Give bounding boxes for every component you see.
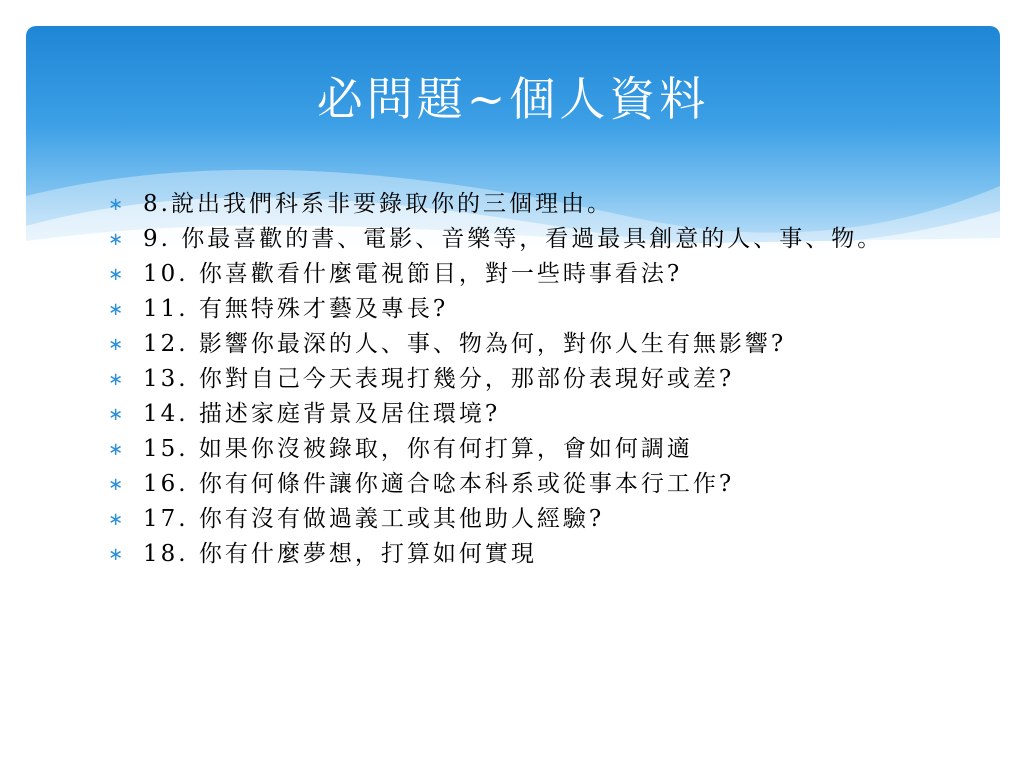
list-item-text: 17. 你有沒有做過義工或其他助人經驗? <box>143 506 605 532</box>
list-item <box>108 295 908 324</box>
bullet-icon: ∗ <box>108 334 124 355</box>
list-item <box>108 400 908 429</box>
bullet-icon: ∗ <box>108 474 124 495</box>
bullet-icon: ∗ <box>108 299 124 320</box>
bullet-icon: ∗ <box>108 404 124 425</box>
list-item-text: 12. 影響你最深的人、事、物為何，對你人生有無影響? <box>143 331 787 357</box>
list-item <box>108 435 908 464</box>
list-item-text: 16. 你有何條件讓你適合唸本科系或從事本行工作? <box>143 471 735 497</box>
list-item-text: 14. 描述家庭背景及居住環境? <box>143 401 501 427</box>
bullet-icon: ∗ <box>108 229 124 250</box>
bullet-icon: ∗ <box>108 264 124 285</box>
list-item <box>108 260 908 289</box>
list-item-text: 13. 你對自己今天表現打幾分，那部份表現好或差? <box>143 366 735 392</box>
list-item <box>108 470 908 499</box>
list-item-text: 10. 你喜歡看什麼電視節目，對一些時事看法? <box>143 261 683 287</box>
question-list <box>108 190 908 575</box>
bullet-icon: ∗ <box>108 439 124 460</box>
list-item-text: 11. 有無特殊才藝及專長? <box>143 296 449 322</box>
list-item <box>108 190 908 219</box>
list-item-text: 9. 你最喜歡的書、電影、音樂等，看過最具創意的人、事、物。 <box>143 226 884 252</box>
bullet-icon: ∗ <box>108 194 124 215</box>
slide-title: 必問題~個人資料 <box>316 72 710 126</box>
list-item <box>108 505 908 534</box>
bullet-icon: ∗ <box>108 544 124 565</box>
list-item-text: 18. 你有什麼夢想，打算如何實現 <box>143 541 537 567</box>
list-item-text: 8.說出我們科系非要錄取你的三個理由。 <box>143 191 613 217</box>
list-item <box>108 225 908 254</box>
list-item <box>108 540 908 569</box>
list-item <box>108 330 908 359</box>
list-item <box>108 365 908 394</box>
list-item-text: 15. 如果你沒被錄取，你有何打算，會如何調適 <box>143 436 693 462</box>
bullet-icon: ∗ <box>108 369 124 390</box>
bullet-icon: ∗ <box>108 509 124 530</box>
